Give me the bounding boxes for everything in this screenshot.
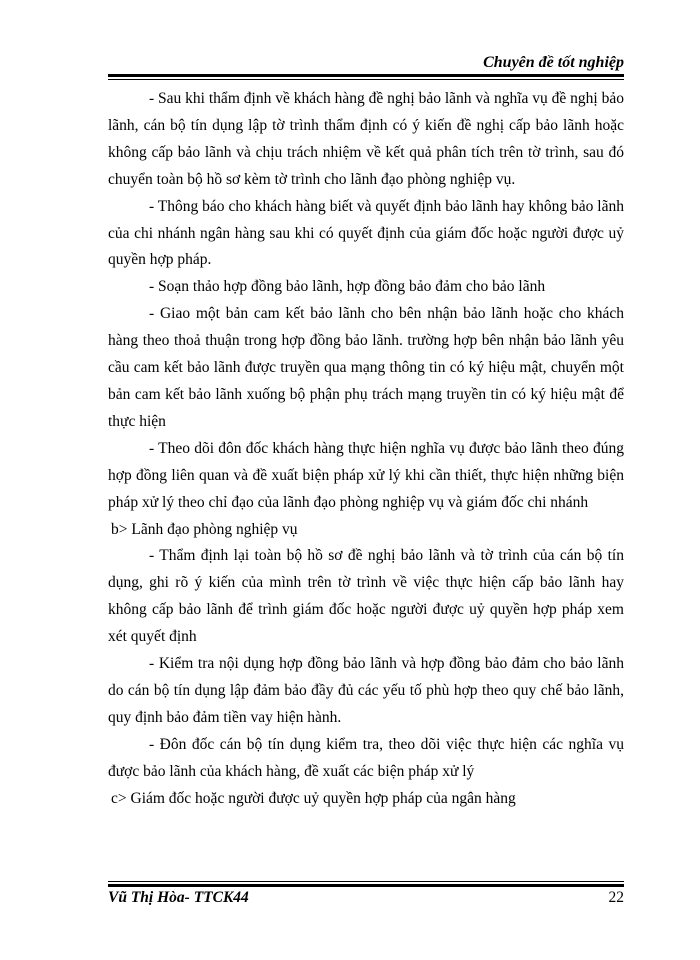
paragraph-5: - Theo dõi đôn đốc khách hàng thực hiện nghĩa vụ được bảo lãnh theo đúng hợp đồng liên quan và đề xuất biện pháp xử lý khi cần thiết, thực hiện những biện pháp xử lý theo chỉ đạo của lãnh đạo phòng nghiệp vụ và giám đốc chi nhánh	[108, 439, 624, 511]
paragraph-3: - Soạn thảo hợp đồng bảo lãnh, hợp đồng bảo đảm cho bảo lãnh	[149, 278, 546, 296]
document-body	[108, 86, 624, 812]
page-number: 22	[608, 889, 624, 906]
header-divider-thin	[108, 79, 624, 80]
header-divider-thick	[108, 74, 624, 77]
paragraph-1: - Sau khi thẩm định về khách hàng đề nghị bảo lãnh và nghĩa vụ đề nghị bảo lãnh, cán bộ tín dụng lập tờ trình thẩm định có ý kiến đề nghị cấp bảo lãnh hoặc không cấp bảo lãnh và chịu trách nhiệm về kết quả phân tích trên tờ trình, sau đó chuyển toàn bộ hồ sơ kèm tờ trình cho lãnh đạo phòng nghiệp vụ.	[108, 90, 624, 188]
paragraph-6: - Thẩm định lại toàn bộ hồ sơ đề nghị bảo lãnh và tờ trình của cán bộ tín dụng, ghi rõ ý kiến của mình trên tờ trình về việc thực hiện cấp bảo lãnh hay không cấp bảo lãnh để trình giám đốc hoặc người được uỷ quyền hợp pháp xem xét quyết định	[108, 547, 624, 646]
paragraph-4: - Giao một bản cam kết bảo lãnh cho bên nhận bảo lãnh hoặc cho khách hàng theo thoả thuận trong hợp đồng bảo lãnh. trường hợp bên nhận bảo lãnh yêu cầu cam kết bảo lãnh được truyền qua mạng thông tin có ký hiệu mật, chuyển một bản cam kết bảo lãnh xuống bộ phận phụ trách mạng truyền tin có ký hiệu mật để thực hiện	[108, 305, 624, 430]
subheading-b: b> Lãnh đạo phòng nghiệp vụ	[111, 520, 298, 538]
paragraph-2: - Thông báo cho khách hàng biết và quyết định bảo lãnh hay không bảo lãnh của chi nhánh ngân hàng sau khi có quyết định của giám đốc hoặc người được uỷ quyền hợp pháp.	[108, 197, 624, 269]
footer-divider-thick	[108, 884, 624, 887]
paragraph-7: - Kiểm tra nội dụng hợp đồng bảo lãnh và hợp đồng bảo đảm cho bảo lãnh do cán bộ tín dụng lập đảm bảo đầy đủ các yếu tố phù hợp theo quy chế bảo lãnh, quy định bảo đảm tiền vay hiện hành.	[108, 655, 624, 726]
footer-divider-thin	[108, 881, 624, 882]
header-title: Chuyên đề tốt nghiệp	[483, 54, 624, 71]
footer-author: Vũ Thị Hòa- TTCK44	[108, 889, 249, 906]
paragraph-8: - Đôn đốc cán bộ tín dụng kiểm tra, theo dõi việc thực hiện các nghĩa vụ được bảo lãnh của khách hàng, đề xuất các biện pháp xử lý	[108, 735, 624, 780]
subheading-c: c> Giám đốc hoặc người được uỷ quyền hợp pháp của ngân hàng	[111, 789, 516, 807]
